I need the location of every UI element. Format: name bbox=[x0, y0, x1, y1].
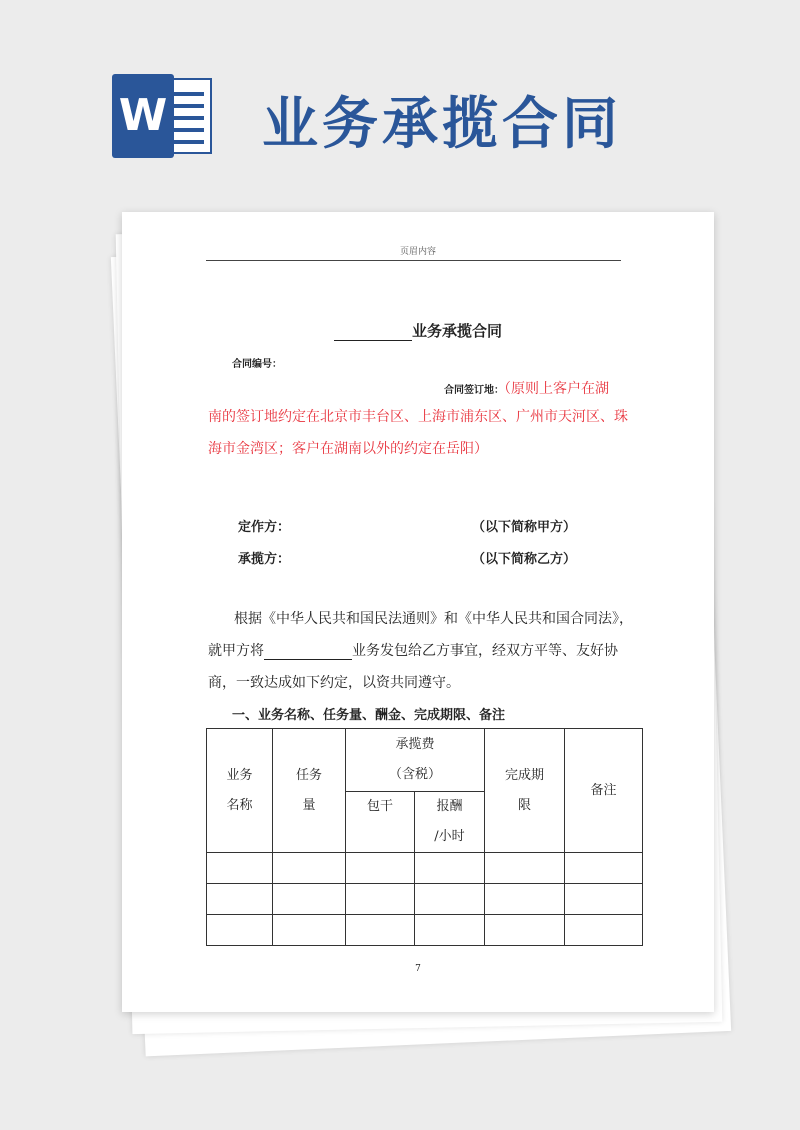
sign-place-note-2: 南的签订地约定在北京市丰台区、上海市浦东区、广州市天河区、珠 bbox=[208, 409, 628, 425]
header-fee-package: 包干 bbox=[346, 792, 415, 853]
business-blank-line bbox=[264, 645, 352, 660]
page-header-text: 页眉内容 bbox=[399, 247, 436, 257]
header-fee-hourly: 报酬 /小时 bbox=[415, 792, 485, 853]
banner-title: 业务承揽合同 bbox=[262, 92, 622, 157]
word-icon bbox=[112, 74, 216, 158]
header-remark: 备注 bbox=[565, 729, 643, 853]
table-row bbox=[207, 884, 643, 915]
party-a-label: 定作方： bbox=[238, 520, 291, 535]
title-blank-line bbox=[334, 326, 412, 341]
party-b-label: 承揽方： bbox=[238, 552, 291, 567]
title-text: 业务承揽合同 bbox=[411, 322, 502, 340]
sign-place-note-3: 海市金湾区；客户在湖南以外的约定在岳阳） bbox=[208, 441, 488, 457]
document-title bbox=[122, 320, 714, 341]
header-task-quantity: 任务 量 bbox=[273, 729, 346, 853]
party-b-note: （以下简称乙方） bbox=[472, 552, 577, 567]
page-number: 7 bbox=[415, 964, 421, 974]
table-row bbox=[207, 853, 643, 884]
party-a-note: （以下简称甲方） bbox=[472, 520, 577, 535]
word-icon-letter: W bbox=[112, 74, 174, 158]
body-line-3: 商，一致达成如下约定，以资共同遵守。 bbox=[208, 675, 460, 691]
page-header-rule bbox=[206, 260, 621, 261]
body-line-1: 根据《中华人民共和国民法通则》和《中华人民共和国合同法》， bbox=[234, 611, 633, 627]
business-table bbox=[206, 728, 643, 946]
header-business-name: 业务 名称 bbox=[207, 729, 273, 853]
header-deadline: 完成期 限 bbox=[485, 729, 565, 853]
contract-number-label: 合同编号： bbox=[232, 359, 282, 370]
banner bbox=[0, 0, 800, 190]
sign-place-label: 合同签订地： bbox=[444, 385, 504, 396]
body-line-2-pre: 就甲方将 bbox=[208, 643, 264, 659]
sign-place-note-1: （原则上客户在湖 bbox=[504, 381, 609, 397]
document-page bbox=[122, 212, 714, 1012]
body-line-2 bbox=[208, 640, 618, 660]
section-1-heading: 一、业务名称、任务量、酬金、完成期限、备注 bbox=[232, 708, 506, 723]
sign-place-row bbox=[444, 378, 609, 398]
table-row bbox=[207, 915, 643, 946]
body-line-2-post: 业务发包给乙方事宜，经双方平等、友好协 bbox=[352, 643, 618, 659]
header-contract-fee: 承揽费 （含税） bbox=[346, 729, 485, 792]
